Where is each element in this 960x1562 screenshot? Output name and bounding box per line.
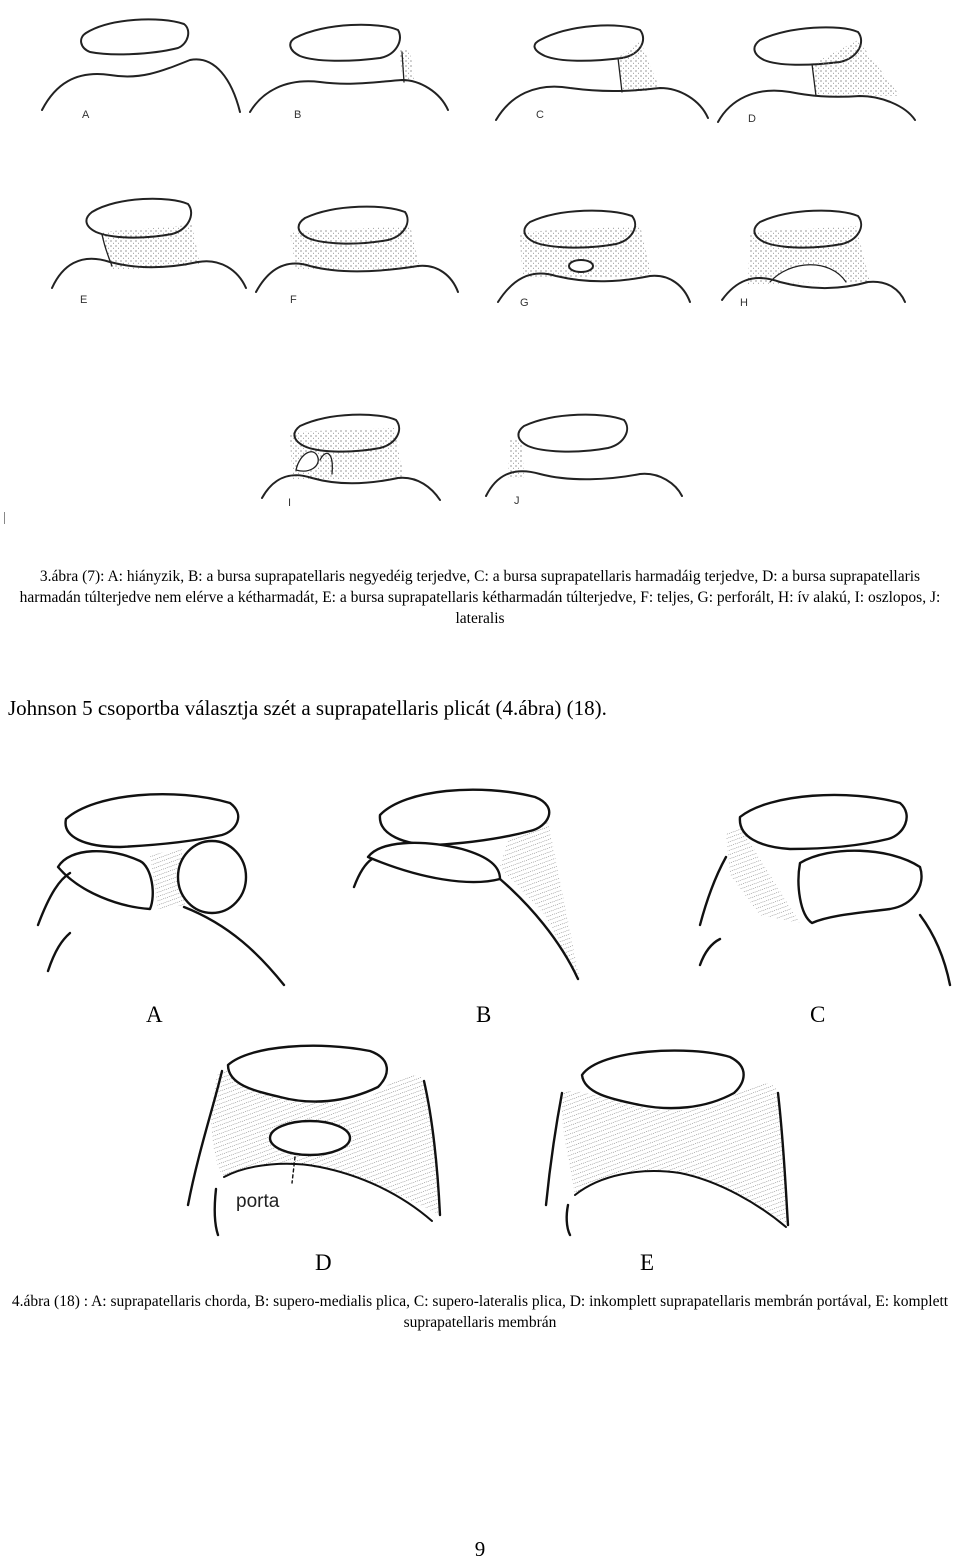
panel-4c	[700, 795, 950, 985]
panel-4c-label: C	[810, 1002, 826, 1027]
body-paragraph: Johnson 5 csoportba választja szét a suprapatellaris plicát (4.ábra) (18).	[8, 696, 607, 720]
panel-4e-label: E	[640, 1250, 655, 1275]
panel-4a-label: A	[146, 1002, 163, 1027]
panel-3b-label: B	[294, 109, 302, 121]
panel-4a	[38, 794, 284, 985]
panel-4b	[354, 790, 580, 981]
panel-3h-label: H	[740, 297, 748, 309]
margin-mark	[4, 512, 5, 524]
panel-3d-label: D	[748, 113, 756, 125]
panel-3e	[52, 199, 246, 288]
page-number: 9	[474, 1537, 486, 1561]
panel-3a-label: A	[82, 109, 90, 121]
panel-4e	[546, 1051, 788, 1235]
panel-3f	[256, 207, 458, 292]
porta-label: porta	[236, 1191, 280, 1212]
panel-3a	[42, 19, 240, 112]
panel-3h	[722, 211, 905, 302]
figure-3-panel-labels	[80, 109, 756, 509]
panel-3f-label: F	[290, 294, 297, 306]
panel-3i-label: I	[288, 497, 292, 509]
panel-3g	[498, 211, 690, 302]
panel-3c	[496, 25, 708, 120]
panel-4d-label: D	[315, 1250, 332, 1275]
panel-3b	[250, 25, 448, 112]
panel-3i	[262, 415, 440, 500]
panel-3c-label: C	[536, 109, 544, 121]
panel-4d	[188, 1046, 440, 1235]
panel-4b-label: B	[476, 1002, 492, 1027]
panel-3j-label: J	[514, 495, 520, 507]
panel-3e-label: E	[80, 294, 88, 306]
figure-4-caption: 4.ábra (18) : A: suprapatellaris chorda, B: supero-medialis plica, C: supero-lateralis plica, D: inkomplett suprapatellaris membrán portával, E: komplett suprapatellaris membrán	[11, 1293, 949, 1331]
figure-3-caption: 3.ábra (7): A: hiányzik, B: a bursa suprapatellaris negyedéig terjedve, C: a bursa suprapatellaris harmadáig terjedve, D: a bursa suprapatellaris harmadán túlterjedve nem elérve a kétharmadát, E: a bursa suprapatellaris kétharmadán túlterjedve, F: teljes, G: perforált, H: ív alakú, I: oszlopos, J: lateralis	[19, 568, 941, 627]
panel-3j	[486, 415, 682, 496]
panel-3d	[718, 27, 915, 122]
panel-3g-label: G	[520, 297, 529, 309]
figure-3-drawing	[0, 0, 960, 530]
